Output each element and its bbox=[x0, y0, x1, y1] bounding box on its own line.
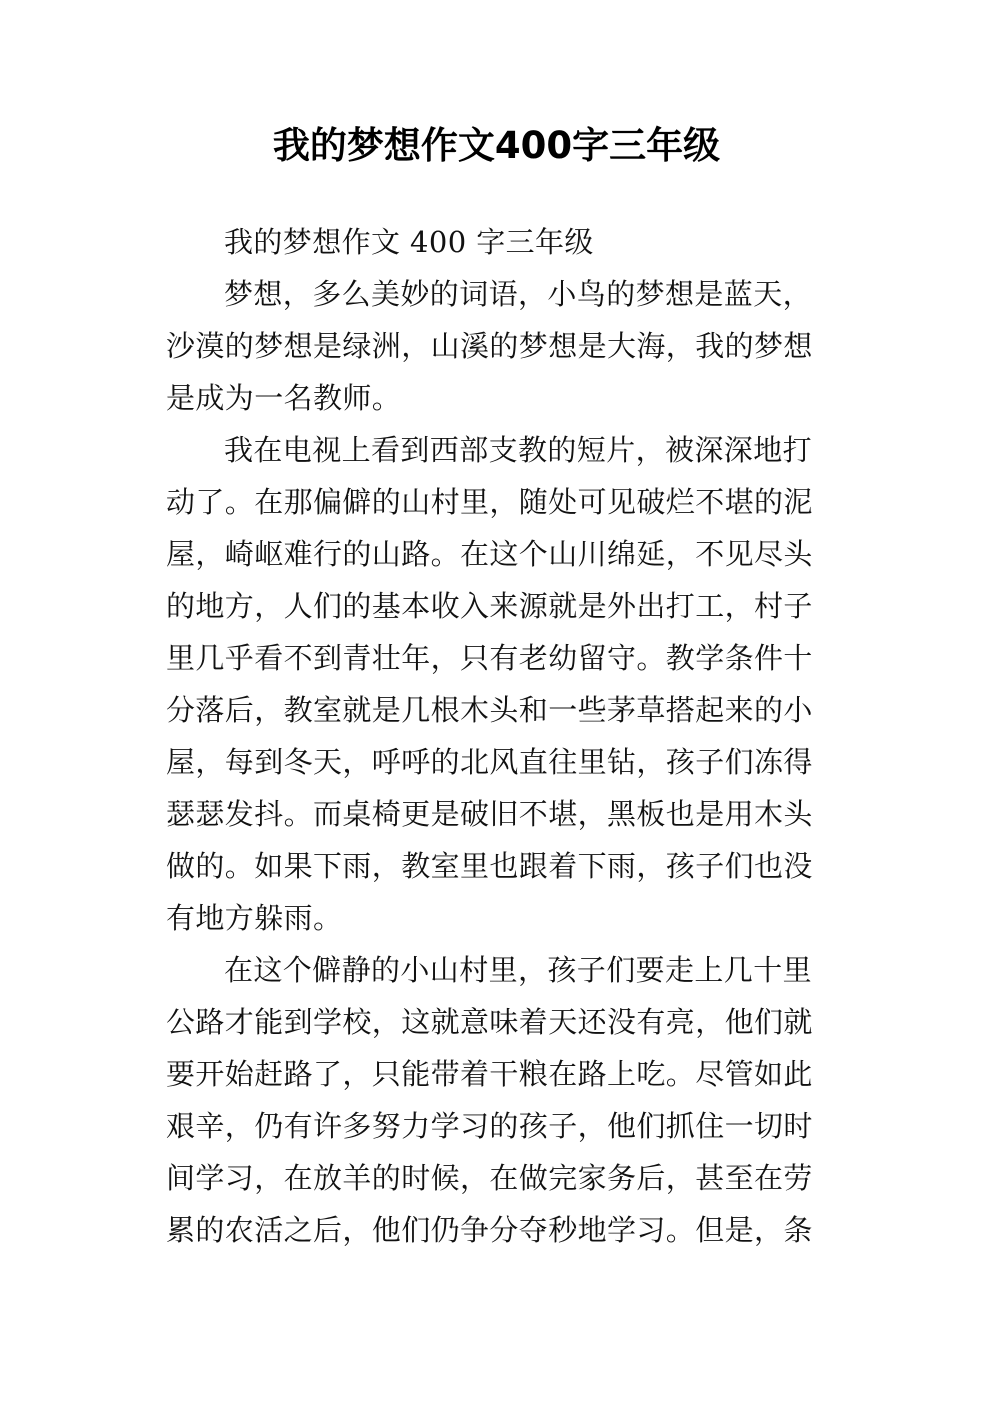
paragraph-line: 间学习，在放羊的时候，在做完家务后，甚至在劳 bbox=[166, 1161, 813, 1195]
paragraph-line: 我的梦想作文 400 字三年级 bbox=[224, 225, 594, 259]
paragraph-line: 沙漠的梦想是绿洲，山溪的梦想是大海，我的梦想 bbox=[166, 329, 813, 363]
paragraph-line: 有地方躲雨。 bbox=[166, 901, 343, 935]
paragraph-line: 公路才能到学校，这就意味着天还没有亮，他们就 bbox=[166, 1005, 813, 1039]
paragraph-line: 在这个僻静的小山村里，孩子们要走上几十里 bbox=[224, 953, 813, 987]
paragraph-line: 艰辛，仍有许多努力学习的孩子，他们抓住一切时 bbox=[166, 1109, 813, 1143]
paragraph-line: 的地方，人们的基本收入来源就是外出打工，村子 bbox=[166, 589, 813, 623]
paragraph-line: 动了。在那偏僻的山村里，随处可见破烂不堪的泥 bbox=[166, 485, 813, 519]
paragraph-line: 里几乎看不到青壮年，只有老幼留守。教学条件十 bbox=[166, 641, 813, 675]
paragraph-subtitle bbox=[166, 216, 830, 268]
paragraph-line: 是成为一名教师。 bbox=[166, 381, 402, 415]
paragraph-line: 做的。如果下雨，教室里也跟着下雨，孩子们也没 bbox=[166, 849, 813, 883]
document-body bbox=[166, 216, 830, 1256]
paragraph-line: 瑟瑟发抖。而桌椅更是破旧不堪，黑板也是用木头 bbox=[166, 797, 813, 831]
paragraph-line: 分落后，教室就是几根木头和一些茅草搭起来的小 bbox=[166, 693, 813, 727]
paragraph-3 bbox=[166, 944, 830, 1256]
document-title: 我的梦想作文400字三年级 bbox=[272, 124, 721, 167]
paragraph-1 bbox=[166, 268, 830, 424]
paragraph-line: 梦想，多么美妙的词语，小鸟的梦想是蓝天， bbox=[224, 277, 813, 311]
paragraph-line: 我在电视上看到西部支教的短片，被深深地打 bbox=[224, 433, 813, 467]
paragraph-line: 屋，每到冬天，呼呼的北风直往里钻，孩子们冻得 bbox=[166, 745, 813, 779]
paragraph-2 bbox=[166, 424, 830, 944]
paragraph-line: 要开始赶路了，只能带着干粮在路上吃。尽管如此 bbox=[166, 1057, 813, 1091]
paragraph-line: 累的农活之后，他们仍争分夺秒地学习。但是，条 bbox=[166, 1213, 813, 1247]
paragraph-line: 屋，崎岖难行的山路。在这个山川绵延，不见尽头 bbox=[166, 537, 813, 571]
